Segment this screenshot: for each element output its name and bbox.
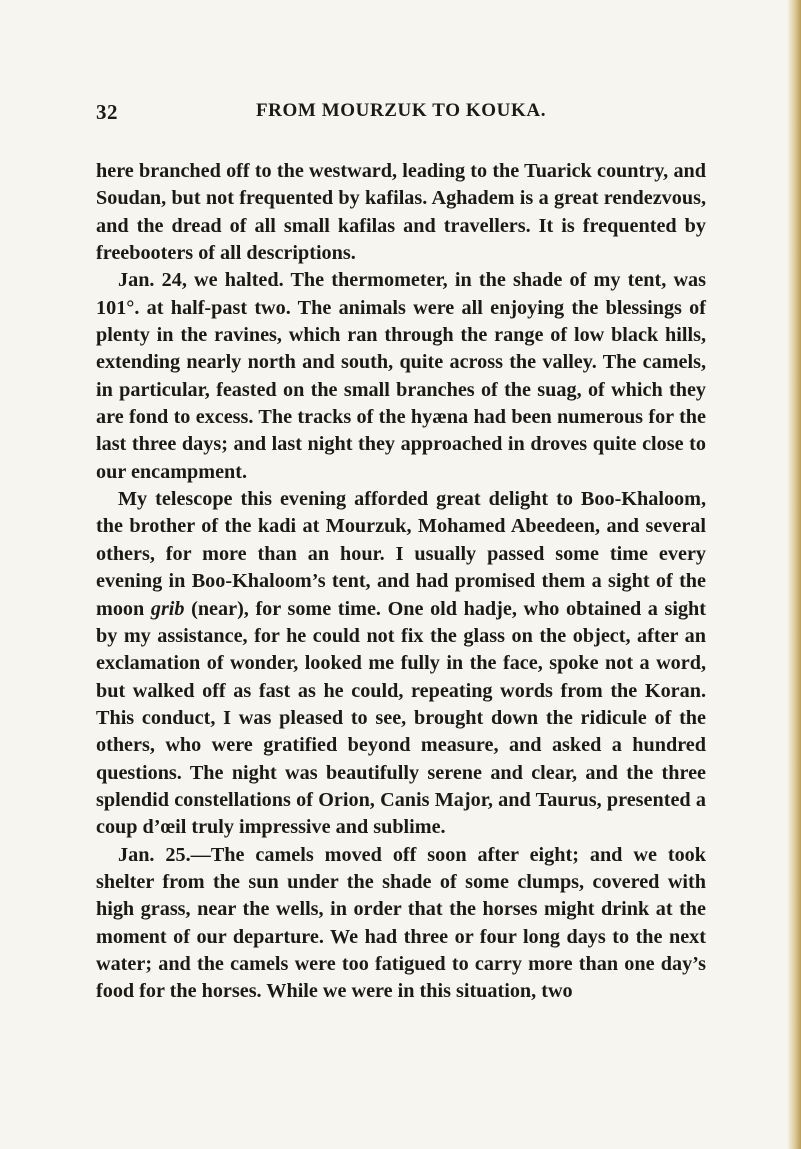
paragraph-4: Jan. 25.—The camels moved off soon after eight; and we took shelter from the sun under the shade of some clumps, covered with high grass, near the wells, in order that the horses might drink at the moment of our departure. We had three or four long days to the next water; and the camels were too fatigued to carry more than one day’s food for the horses. While we were in this situation, two	[96, 843, 706, 1003]
page-edge-shadow	[787, 0, 801, 1149]
body-text	[96, 158, 706, 1006]
page-header	[96, 100, 706, 140]
paragraph-3-text-end: (near), for some time. One old hadje, who obtained a sight by my assistance, for he could not fix the glass on the object, after an exclamation of wonder, looked me fully in the face, spoke not a word, but walked off as fast as he could, repeating words from the Koran. This conduct, I was pleased to see, brought down the ridicule of the others, who were gratified beyond measure, and asked a hundred questions. The night was beautifully serene and clear, and the three splendid constellations of Orion, Canis Major, and Taurus, presented a coup d’œil truly impressive and sublime.	[96, 597, 706, 839]
paragraph-3	[96, 486, 706, 841]
running-title: FROM MOURZUK TO KOUKA.	[255, 100, 547, 121]
paragraph-1: here branched off to the westward, leading to the Tuarick country, and Soudan, but not frequented by kafilas. Aghadem is a great rendezvous, and the dread of all small kafilas and travellers. It is frequented by freebooters of all descriptions.	[96, 160, 706, 265]
paragraph-3-text-start: My telescope this evening afforded great delight to Boo-Khaloom, the brother of the kadi at Mourzuk, Mohamed Abeedeen, and several others, for more than an hour. I usually passed some time every evening in Boo-Khaloom’s tent, and had promised them a sight of the moon	[96, 488, 706, 620]
paragraph-2: Jan. 24, we halted. The thermometer, in the shade of my tent, was 101°. at half-past two. The animals were all enjoying the blessings of plenty in the ravines, which ran through the range of low black hills, extending nearly north and south, quite across the valley. The camels, in particular, feasted on the small branches of the suag, of which they are fond to excess. The tracks of the hyæna had been numerous for the last three days; and last night they approached in droves quite close to our encampment.	[96, 269, 706, 483]
italic-term-grib: grib	[150, 597, 185, 620]
page-number: 32	[96, 100, 118, 124]
